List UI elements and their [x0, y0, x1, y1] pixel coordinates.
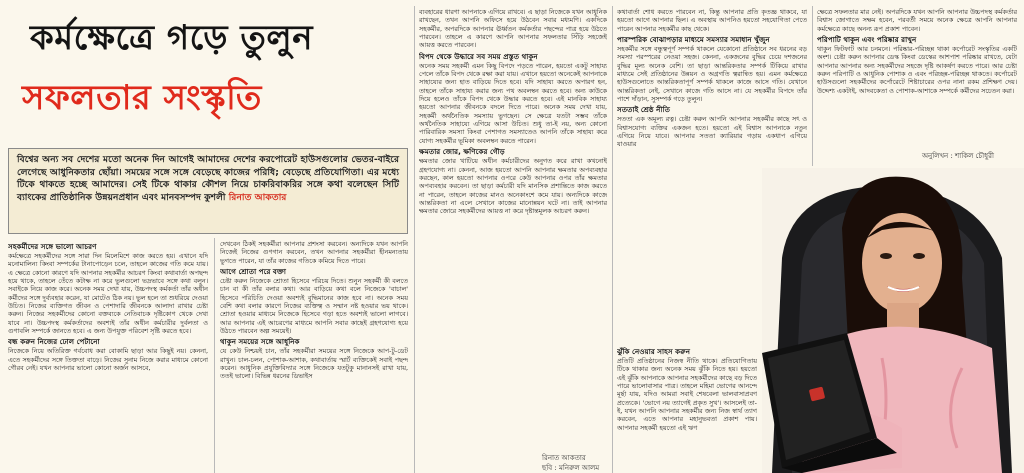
photo-credit: ছবি : মনিরুল আলম [542, 464, 600, 472]
paragraph: প্রতিটি প্রতিষ্ঠানের নিজস্ব নীতি থাকে। প্রতিযোগিতায় টিকে থাকার জন্য অনেক সময় ঝুঁকি নিতে হয়। হয়তো এই ঝুঁকি আপনাকে আপনার সহকর্মীদের কাছে বড় দিতে পারে ভালোবাসার পাত্র। তাহলে মহিমা ভোগের আনন্দে মূর্ছা যায়, যদিও আমরা সবাই শেষবেলা ভালবাসাপ্রবণ প্রত্যেকে। 'ভোগে নয় ত্যাগেই প্রকৃত সুখ'। আসলেই তা-ই, যখন আপনি আপনার সহকর্মীর জন্য নিজ স্বার্থ ত্যাগ করবেন, এতে আপনার মহানুভবতা প্রকাশ পায়। আপনার সহকর্মী হয়তো এই ঋণ [617, 357, 757, 432]
article-column-4-cont [617, 345, 757, 473]
subheading: বন্ধ করুন নিজের ঢোল পেটানো [8, 337, 100, 347]
column-rule [214, 238, 215, 473]
paragraph: চেষ্টা করুন নিজেকে শ্রোতা হিসেবে পরিচয় দিতে। শুনুন সহকর্মী কী বলতে চান বা কী তাঁর বলার কথা। আর বাড়িয়ে কথা বলে নিজেকে 'বাচাল' হিসেবে পরিচিতি দেওয়া অবশ্যই বুদ্ধিমানের কাজ হবে না। অনেক সময় বেশি কথা বলার কারণে নিজের ব্যক্তিত্ব ও সম্মান নষ্ট হওয়ার ভয় থাকে। শ্রোতা হওয়ার মাধ্যমে নিজেকে হিসেবে গড়া হতে অবশ্যই ভালো লাগবে। আর আপনার এই আচরণের মাধ্যমে আপনি সবার কাছেই গ্রহণযোগ্য হয়ে উঠতে পারবেন অল্প সময়েই। [220, 277, 408, 336]
paragraph: সহকর্মীর সঙ্গে বন্ধুত্বপূর্ণ সম্পর্ক থাকলে যেকোনো প্রতিষ্ঠানে সব ধরনের বড় সমস্যা পরস্পরের নেওয়া সহজ। কেননা, একজনের বুদ্ধির চেয়ে দশজনের বুদ্ধির মূল্য অনেক বেশি। তা ছাড়া আন্তরিকতার সম্পর্ক টিকিয়ে রাখার মাধ্যমে সেই প্রতিষ্ঠানের উন্নয়ন ও অগ্রগতি ত্বরান্বিত হয়। এমন কর্মক্ষেত্রে হাউসগুলোতে আন্তরিকতাপূর্ণ সম্পর্ক থাকলে কাজে আসে গতি। যেখানে আন্তরিকতা নেই, সেখানে কাজে গতি আসে না। যে সহকর্মীর বিপদে তাঁর পাশে দাঁড়ান, সুসম্পর্ক গড়ে তুলুন। [617, 45, 807, 104]
paragraph: নিজেকে নিয়ে অতিরিক্ত গর্ববোধ করা বোকামি ছাড়া আর কিছুই নয়। কেননা, এতে সহকর্মীদের সঙ্গে তিক্ততা বাড়ে। নিজের সুনাম নিজে করার মাধ্যমে কোনো গৌরব নেই। যখন আপনার ভালো কোনো অর্জন আসবে, [8, 347, 208, 373]
paragraph: দেখবেন ঠিকই সহকর্মীরা আপনার প্রশংসা করবেন। অন্যদিকে যখন আপনি নিজেই নিজের গুণগান করবেন, তখন আপনার সহকর্মীরা হীনমন্যতায় ভুগতে পারেন, যা তাঁর কাজের গতিকে কমিয়ে দিতে পারে। [220, 240, 408, 265]
article-column-3 [419, 8, 607, 452]
subheading: বিপদ থেকে উদ্ধারে সব সময় প্রস্তুত থাকুন [419, 51, 538, 61]
intro-text: বিশ্বের অন্য সব দেশের মতো অনেক দিন আগেই আমাদের দেশের করপোরেট হাউসগুলোর ভেতর-বাইরে লেগেছে আধুনিকতার ছোঁয়া। সময়ের সঙ্গে সঙ্গে বেড়েছে কাজের পরিধি; বেড়েছে প্রতিযোগিতা। এর মধ্যে টিকে থাকতে হচ্ছে আমাদের। সেই টিকে থাকার কৌশল নিয়ে চাকরিবাকরির সঙ্গে কথা বলেছেন সিটি ব্যাংকের প্রাতিষ্ঠানিক উন্নয়নপ্রধান এবং মানবসম্পদ কুশলী [17, 154, 399, 203]
author-caption: রিনাত আকতার [542, 454, 586, 462]
paragraph: ক্ষমতার জোর খাটিয়ে অধীন কর্মচারীদের অনুগত করে রাখা কখনোই গ্রহণযোগ্য না। কেননা, আজ হয়তো আপনি আপনার ক্ষমতার অপব্যবহার করছেন, কাল হয়তো আপনার ওপরে কেউ আপনার ওপর তাঁর ক্ষমতার অপব্যবহার করবেন। তা ছাড়া কর্মচারী যদি মানসিক প্রশান্তিতে কাজ করতে না পারেন, তাহলে কাজের মানও অনেকাংশে কমে যায়। অন্যদিকে কাজে আন্তরিকতা না এলে সেখানে কাজের মানোন্নয়ন ঘটে না। তাই আপনার ক্ষমতার জোরে সহকর্মীদের আয়ত্ত না করে দৃষ্টান্তমূলক আচরণ করুন। [419, 157, 607, 216]
paragraph: ব্যবহারের ধারণা আপনাকে এগিয়ে রাখবে। এ ছাড়া নিজেকে যখন আধুনিক রাখছেন, তখন আপনি অফিসে হয়ে উঠবেন সবার মধ্যমণি। একদিকে সহকর্মীর, অপরদিকে আপনার ঊর্ধ্বতন কর্মকর্তার পছন্দের পাত্র হয়ে উঠতে পারবেন। তাহলে এ কারণে আপনি আপনার সফলতার সিঁড়ি সহজেই আয়ত্ত করতে পারবেন। [419, 8, 607, 50]
portrait-illustration [762, 168, 1024, 473]
paragraph: ক্ষেত্রে সফলতার মার নেই। অপরদিকে যখন আপনি আপনার উচ্চপদস্থ কর্মকর্তার বিশ্বাস জোগাতে সক্ষম হবেন, পরবর্তী সময়ে অনেক ক্ষেত্রে আপনি আপনার কর্মক্ষেত্রে কাছে অনন্য রূপ প্রকাশ পাবেন। [817, 8, 1017, 33]
intro-box [8, 148, 408, 234]
column-rule [612, 6, 613, 473]
paragraph: কর্মক্ষেত্রে সহকর্মীদের সঙ্গে সারা দিন মিলেমিশে কাজ করতে হয়। এখানে যদি মনোমালিন্য কিংবা সম্পর্কের টানাপোড়েন চলে, তাহলে কাজের গতি কমে যায়। এ ক্ষেত্রে কোনো কারণে যদি আপনার সহকর্মীর আচরণ কিংবা কথাবার্তা অপছন্দ হয়ে থাকে, তাহলে তেঁতে কটাক্ষ না করে ভুলগুলো ভদ্রভাবে সঙ্গে কথা বলুন। সবাইকে নিয়ে কাজ করে। অনেক সময় দেখা যায়, উচ্চপদস্থ কর্মকর্তা তাঁর অধীন কর্মীদের সঙ্গে দুর্ব্যবহার করেন, যা মোটেও ঠিক নয়। ভুল হলে তা শুধরিয়ে দেওয়া উচিত। নিজের ব্যক্তিগত জীবন ও পেশাদারি জীবনকে আলাদা রাখার চেষ্টা করুন। নিজের সহকর্মীদের কোনো বক্তব্যকে নেতিবাচক দৃষ্টিকোণ থেকে দেখা যাবে না। উচ্চপদস্থ কর্মকর্তাদের অবশ্যই তাঁর অধীন কর্মচারীর দুর্বলতা ও গুণাবলি সম্পর্কে জানতে হবে। এ জন্য উপযুক্ত পরিবেশ সৃষ্টি করতে হবে। [8, 252, 208, 336]
portrait-photo [762, 168, 1024, 473]
subheading: সহকর্মীদের সঙ্গে ভালো আচরণ [8, 242, 97, 251]
subheading: আগে শ্রোতা পরে বক্তা [220, 267, 286, 277]
subheading: সততাই শ্রেষ্ঠ নীতি [617, 105, 670, 115]
column-rule [812, 6, 813, 166]
column-rule [414, 6, 415, 473]
article-column-2 [220, 240, 408, 473]
subheading: ক্ষমতার জোর, ক্ষণিকের গৌড় [419, 147, 505, 157]
paragraph: কথাবার্তা শোধ করতে পারবেন না, কিন্তু আপনার প্রতি কৃতজ্ঞ থাকবে, যা হয়তো আগে আপনার ছিল। এ অবস্থায় আপনিও হয়তো সহযোগিতা পেতে পারেন আপনার সহকর্মীর কাছ থেকে। [617, 8, 807, 33]
translator-credit: অনুলিখন : শাকিল চৌধুরী [922, 152, 994, 160]
paragraph: সততা এক অমূল্য রত্ন। চেষ্টা করুন আপনি আপনার সহকর্মীর কাছে সৎ ও বিশ্বাসযোগ্য ব্যক্তির একজন হতে। হয়তো এই বিশ্বাস আপনাকে নতুন এগিয়ে নিয়ে যাবে। আপনার সততা ক্যারিয়ার গড়ায় একধাপ এগিয়ে যাওয়ার [617, 115, 807, 149]
article-column-5 [817, 8, 1017, 148]
subheading: পরিপাটি থাকুন এবং পরিষ্কার রাখুন [817, 35, 917, 45]
subheading: পারস্পরিক বোঝাপড়ার মাধ্যমে সমস্যার সমাধান খুঁজুন [617, 35, 770, 45]
subheading: ঝুঁকি নেওয়ার সাহস করুন [617, 347, 690, 356]
subheading: থাকুন সময়ের সঙ্গে আধুনিক [220, 337, 300, 347]
intro-name: রিনাত আকতার [228, 191, 287, 203]
article-column-1 [8, 240, 208, 473]
headline-line-2: সফলতার সংস্কৃতি [22, 78, 262, 118]
paragraph: থাকুন ফিটফাট আর চনমনে। পরিষ্কার-পরিচ্ছন্ন থাকা কর্পোরেট সংস্কৃতির একটি অংশ। চেষ্টা করুন আপনার ডেস্ক কিংবা ডেস্কের আশপাশ পরিষ্কার রাখতে, যেটা আপনার আপনার অন্য সহকর্মীদের সহজে দৃষ্টি আকর্ষণ করতে পারে। আর চেষ্টা করুন পরিপাটি ও আধুনিক পোশাক ও এবং পরিচ্ছন্ন-পরিচ্ছন্ন থাকতে। কর্পোরেট হাউসগুলো সহকর্মীদের কর্পোরেটে শিষ্টাচারের ওপর নানা রকম প্রশিক্ষণ দেয়। উদ্দেশ্য একটাই, আদবকেতা ও পোশাক-আশাকে সম্পর্কে কর্মীদের সচেতন করা। [817, 45, 1017, 95]
paragraph: অনেক সময় সহকর্মী এমন কিছু বিপদে পড়তে পারেন, হয়তো একটু সাহায্য পেলে তাঁকে বিপদ থেকে রক্ষা করা যায়। এখানে হয়তো অনেকেই আপনাকে সাহায্যের জন্য হাত বাড়িয়ে দিতে হবে। যদি সাহায্য করতে অপারগ হন, তাহলে তাঁকে সাহায্য করার জন্য পথ অবলম্বন করতে হবে। অন্য কাউকে দিয়ে হলেও তাঁকে বিপদ থেকে উদ্ধার করতে হবে। এই মানবিক সাহায্য হয়তো আপনার জীবনকে বদলে দিতে পারে। অনেক সময় দেখা যায়, সহকর্মী অর্থনৈতিক সমস্যায় ভুগছেন। সে ক্ষেত্রে যতটা সম্ভব তাঁকে অর্থনৈতিক সাহায্যে এগিয়ে আসা উচিত। শুধু তা-ই নয়, অন্য কোনো পারিবারিক সমস্যা কিংবা পেশাগত সমস্যাতেও আপনি তাঁকে সাহায্য করে যোগ্য সহকর্মীর ভূমিকা অবলম্বন করতে পারেন। [419, 61, 607, 145]
headline-line-1: কর্মক্ষেত্রে গড়ে তুলুন [30, 18, 314, 58]
paragraph: যে কেউ নিশ্চয়ই চান, তাঁর সহকর্মীরা সময়ের সঙ্গে নিজেকে আপ-টু-ডেট রাখুন। চাল-চলন, পোশাক-আশাক, কথাবার্তায় স্মার্ট ব্যক্তিকেই সবাই পছন্দ করেন। আধুনিক প্রযুক্তিবিদ্যার সঙ্গে নিজেকে যতটুকু মানানসই রাখা যায়, ততই ভালো। বিভিন্ন ধরনের ডিভাইস [220, 347, 408, 381]
